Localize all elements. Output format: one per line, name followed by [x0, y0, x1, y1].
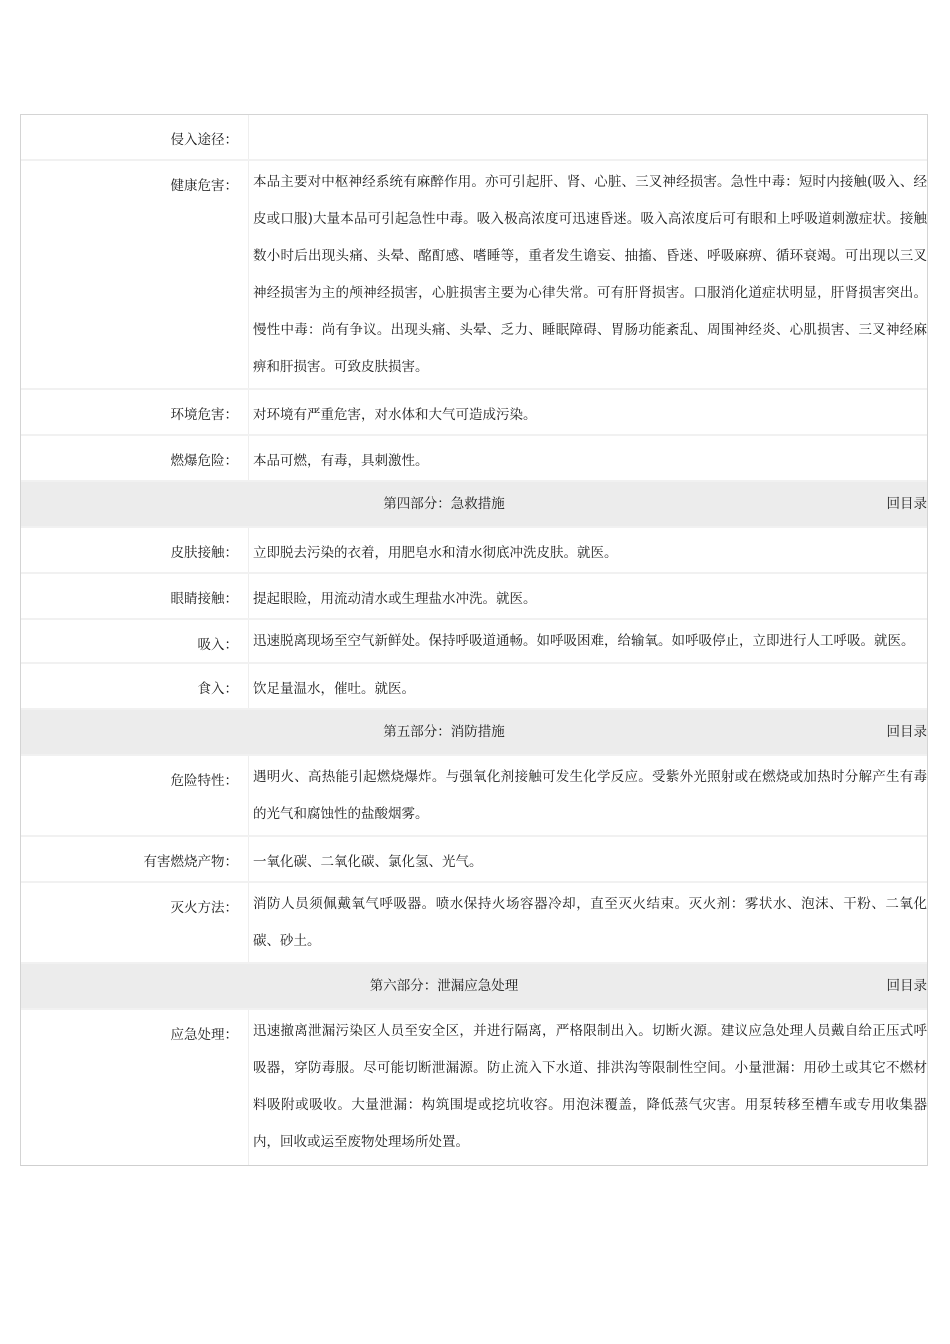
back-to-toc-link[interactable]: 回目录 — [886, 724, 927, 740]
row-value: 迅速撤离泄漏污染区人员至安全区，并进行隔离，严格限制出入。切断火源。建议应急处理人员戴自给正压式呼吸器，穿防毒服。尽可能切断泄漏源。防止流入下水道、排洪沟等限制性空间。小量泄漏：用砂土或其它不燃材料吸附或吸收。大量泄漏：构筑围堤或挖坑收容。用泡沫覆盖，降低蒸气灾害。用泵转移至槽车或专用收集器内，回收或运至废物处理场所处置。 — [253, 1023, 927, 1150]
table-row — [21, 620, 927, 664]
row-value: 遇明火、高热能引起燃烧爆炸。与强氧化剂接触可发生化学反应。受紫外光照射或在燃烧或加热时分解产生有毒的光气和腐蚀性的盐酸烟雾。 — [253, 769, 927, 822]
row-value: 对环境有严重危害，对水体和大气可造成污染。 — [253, 407, 537, 423]
back-to-toc-link[interactable]: 回目录 — [886, 978, 927, 994]
table-row — [21, 883, 927, 964]
row-label: 环境危害： — [21, 390, 249, 434]
row-label: 食入： — [21, 664, 249, 708]
table-row — [21, 574, 927, 620]
table-row — [21, 1010, 927, 1165]
msds-table — [20, 114, 928, 1166]
section-title: 第六部分：泄漏应急处理 — [369, 978, 519, 994]
row-value: 饮足量温水，催吐。就医。 — [253, 681, 415, 697]
table-row — [21, 161, 927, 390]
row-label: 健康危害： — [21, 161, 249, 388]
row-value: 消防人员须佩戴氧气呼吸器。喷水保持火场容器冷却，直至灭火结束。灭火剂：雾状水、泡沫、干粉、二氧化碳、砂土。 — [253, 896, 927, 949]
row-value: 一氧化碳、二氧化碳、氯化氢、光气。 — [253, 854, 483, 870]
table-row — [21, 115, 927, 161]
row-value — [249, 115, 927, 159]
table-row — [21, 837, 927, 883]
table-row — [21, 756, 927, 837]
row-label: 眼睛接触： — [21, 574, 249, 618]
row-value: 本品可燃，有毒，具刺激性。 — [253, 453, 429, 469]
row-label: 有害燃烧产物： — [21, 837, 249, 881]
row-value: 立即脱去污染的衣着，用肥皂水和清水彻底冲洗皮肤。就医。 — [253, 545, 618, 561]
section-header-fire-fighting — [21, 710, 927, 756]
table-row — [21, 528, 927, 574]
row-value: 迅速脱离现场至空气新鲜处。保持呼吸道通畅。如呼吸困难，给输氧。如呼吸停止，立即进行人工呼吸。就医。 — [253, 633, 915, 649]
row-value: 提起眼睑，用流动清水或生理盐水冲洗。就医。 — [253, 591, 537, 607]
table-row — [21, 436, 927, 482]
row-label: 灭火方法： — [21, 883, 249, 962]
back-to-toc-link[interactable]: 回目录 — [886, 496, 927, 512]
table-row — [21, 390, 927, 436]
row-label: 吸入： — [21, 620, 249, 662]
table-row — [21, 664, 927, 710]
section-header-spill-response — [21, 964, 927, 1010]
row-label: 侵入途径： — [21, 115, 249, 159]
row-label: 应急处理： — [21, 1010, 249, 1165]
row-label: 危险特性： — [21, 756, 249, 835]
row-value: 本品主要对中枢神经系统有麻醉作用。亦可引起肝、肾、心脏、三叉神经损害。急性中毒：短时内接触(吸入、经皮或口服)大量本品可引起急性中毒。吸入极高浓度可迅速昏迷。吸入高浓度后可有眼和上呼吸道刺激症状。接触数小时后出现头痛、头晕、酩酊感、嗜睡等，重者发生谵妄、抽搐、昏迷、呼吸麻痹、循环衰竭。可出现以三叉神经损害为主的颅神经损害，心脏损害主要为心律失常。可有肝肾损害。口服消化道症状明显，肝肾损害突出。慢性中毒：尚有争议。出现头痛、头晕、乏力、睡眠障碍、胃肠功能紊乱、周围神经炎、心肌损害、三叉神经麻痹和肝损害。可致皮肤损害。 — [253, 174, 927, 375]
row-label: 燃爆危险： — [21, 436, 249, 480]
row-label: 皮肤接触： — [21, 528, 249, 572]
section-title: 第五部分：消防措施 — [383, 724, 505, 740]
section-title: 第四部分：急救措施 — [383, 496, 505, 512]
section-header-first-aid — [21, 482, 927, 528]
